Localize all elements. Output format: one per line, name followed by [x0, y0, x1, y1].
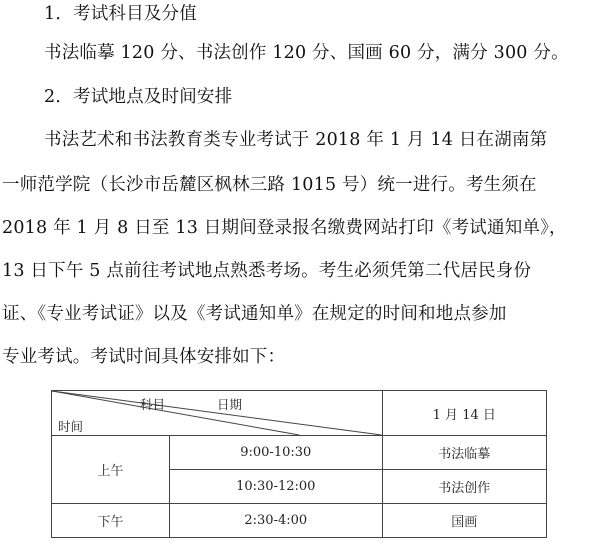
- diagonal-header-cell: [52, 391, 383, 436]
- section1-heading: 1．考试科目及分值: [44, 4, 197, 24]
- time-cell: 2:30-4:00: [170, 504, 383, 538]
- header-subject-label: 科目: [140, 397, 166, 412]
- subject-cell: 国画: [382, 504, 546, 538]
- header-time-label: 时间: [58, 419, 84, 434]
- header-date-value: 1 月 14 日: [382, 391, 546, 436]
- table-row: [52, 504, 547, 538]
- table-header-row: [52, 391, 547, 436]
- subject-cell: 书法临摹: [382, 436, 546, 470]
- time-cell: 9:00-10:30: [170, 436, 383, 470]
- paragraph-line: 书法艺术和书法教育类专业考试于 2018 年 1 月 14 日在湖南第: [44, 130, 548, 150]
- afternoon-label: 下午: [52, 504, 170, 538]
- paragraph-line: 证、《专业考试证》以及《考试通知单》在规定的时间和地点参加: [2, 304, 507, 324]
- section2-heading: 2．考试地点及时间安排: [44, 87, 233, 107]
- subject-cell: 书法创作: [382, 470, 546, 504]
- paragraph-line: 一师范学院（长沙市岳麓区枫林三路 1015 号）统一进行。考生须在: [2, 175, 537, 195]
- paragraph-line: 2018 年 1 月 8 日至 13 日期间登录报名缴费网站打印《考试通知单》，: [2, 218, 567, 238]
- section1-text: 书法临摹 120 分、书法创作 120 分、国画 60 分，满分 300 分。: [44, 43, 569, 63]
- schedule-table: [51, 390, 547, 538]
- header-date-label: 日期: [217, 397, 243, 412]
- paragraph-line: 13 日下午 5 点前往考试地点熟悉考场。考生必须凭第二代居民身份: [2, 261, 532, 281]
- time-cell: 10:30-12:00: [170, 470, 383, 504]
- morning-label: 上午: [52, 436, 170, 504]
- paragraph-line: 专业考试。考试时间具体安排如下：: [2, 347, 286, 367]
- table-row: [52, 436, 547, 470]
